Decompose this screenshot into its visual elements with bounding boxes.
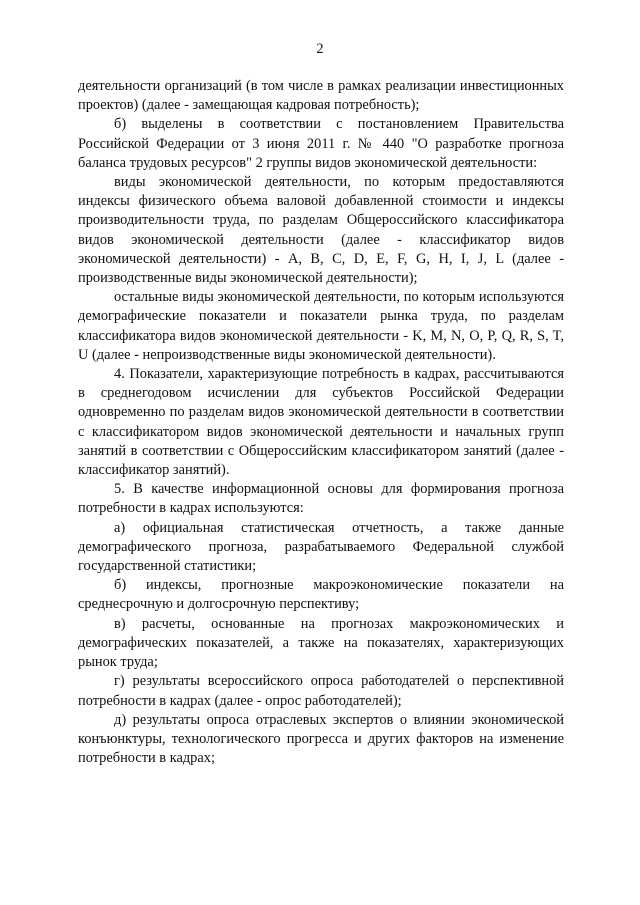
paragraph-section-4: 4. Показатели, характеризующие потребность в кадрах, рассчитываются в среднегодовом исчислении для субъектов Российской Федерации одновременно по разделам видов экономической деятельности в соответствии с классификатором видов экономической деятельности и начальных групп занятий в соответствии с Общероссийским классификатором занятий (далее - классификатор занятий). (78, 366, 564, 479)
paragraph-item-b-indices: б) индексы, прогнозные макроэкономические показатели на среднесрочную и долгосрочную перспективу; (78, 577, 564, 613)
paragraph-item-a: а) официальная статистическая отчетность, а также данные демографического прогноза, разрабатываемого Федеральной службой государственной статистики; (78, 519, 564, 575)
page-number: 2 (316, 41, 324, 57)
paragraph-section-5: 5. В качестве информационной основы для формирования прогноза потребности в кадрах используются: (78, 481, 564, 517)
paragraph-item-g: г) результаты всероссийского опроса работодателей о перспективной потребности в кадрах (далее - опрос работодателей); (78, 673, 564, 709)
paragraph-continuation: деятельности организаций (в том числе в рамках реализации инвестиционных проектов) (далее - замещающая кадровая потребность); (78, 78, 564, 114)
paragraph-production-activities: виды экономической деятельности, по которым предоставляются индексы физического объема валовой добавленной стоимости и индексы производительности труда, по разделам Общероссийского классификатора видов экономической деятельности (далее - классификатор видов экономической деятельности) - A, B, C, D, E, F, G, H, I, J, L (далее - производственные виды экономической деятельности); (78, 174, 564, 287)
paragraph-nonproduction-activities: остальные виды экономической деятельности, по которым используются демографические показатели и показатели рынка труда, по разделам классификатора видов экономической деятельности - K, M, N, O, P, Q, R, S, T, U (далее - непроизводственные виды экономической деятельности). (78, 289, 564, 363)
document-body (78, 77, 564, 768)
paragraph-item-v: в) расчеты, основанные на прогнозах макроэкономических и демографических показателей, а также на показателях, характеризующих рынок труда; (78, 615, 564, 671)
paragraph-item-d: д) результаты опроса отраслевых экспертов о влиянии экономической конъюнктуры, технологического прогресса и других факторов на изменение потребности в кадрах; (78, 711, 564, 767)
paragraph-item-b: б) выделены в соответствии с постановлением Правительства Российской Федерации от 3 июня 2011 г. № 440 "О разработке прогноза баланса трудовых ресурсов" 2 группы видов экономической деятельности: (78, 116, 564, 171)
